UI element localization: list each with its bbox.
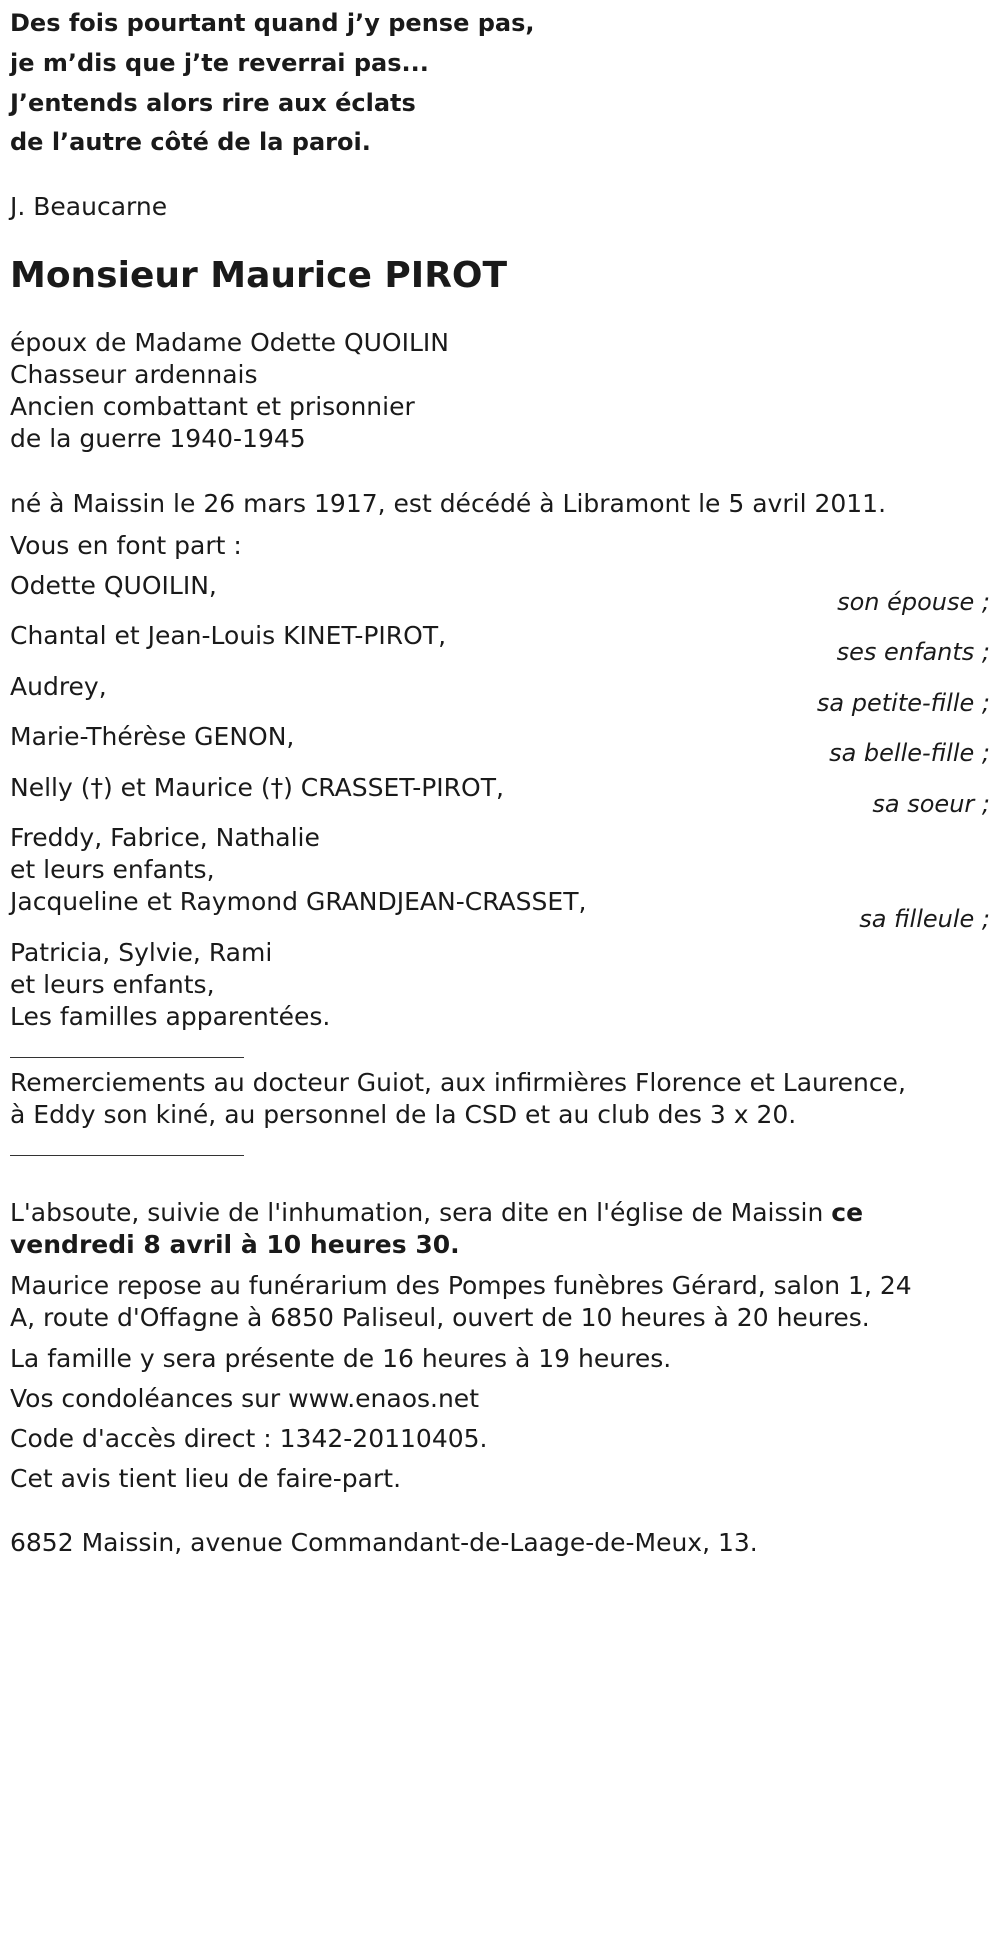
- family-member: Marie-Thérèse GENON,: [10, 722, 295, 751]
- poem-line-4: de l’autre côté de la paroi.: [10, 128, 371, 156]
- family-relation: ses enfants ;: [836, 638, 990, 666]
- family-relation: sa petite-fille ;: [816, 689, 990, 717]
- ceremony-date-start: ce: [831, 1198, 864, 1227]
- family-member: Odette QUOILIN,: [10, 571, 217, 600]
- visiting-hours: La famille y sera présente de 16 heures à 19 heures.: [10, 1344, 672, 1373]
- family-member: Patricia, Sylvie, Rami: [10, 938, 273, 967]
- funeral-home-line-1: Maurice repose au funérarium des Pompes funèbres Gérard, salon 1, 24: [10, 1271, 912, 1300]
- ceremony-date: vendredi 8 avril à 10 heures 30.: [10, 1230, 460, 1259]
- deceased-name: Monsieur Maurice PIROT: [10, 255, 508, 296]
- family-relation: sa filleule ;: [859, 905, 990, 933]
- announcement-intro: Vous en font part :: [10, 531, 242, 560]
- poem-line-3: J’entends alors rire aux éclats: [10, 89, 416, 117]
- poem-line-1: Des fois pourtant quand j’y pense pas,: [10, 9, 535, 37]
- family-member: Freddy, Fabrice, Nathalie: [10, 823, 320, 852]
- family-relation: sa belle-fille ;: [829, 739, 990, 767]
- family-member: et leurs enfants,: [10, 970, 215, 999]
- ceremony-line-1: [10, 1197, 863, 1229]
- family-relation: son épouse ;: [837, 588, 990, 616]
- family-member: Jacqueline et Raymond GRANDJEAN-CRASSET,: [10, 887, 587, 916]
- notice-statement: Cet avis tient lieu de faire-part.: [10, 1464, 402, 1493]
- veteran-line: Ancien combattant et prisonnier: [10, 392, 415, 421]
- thanks-line-2: à Eddy son kiné, au personnel de la CSD et au club des 3 x 20.: [10, 1100, 797, 1129]
- access-code: Code d'accès direct : 1342-20110405.: [10, 1424, 488, 1453]
- condolences-website: Vos condoléances sur www.enaos.net: [10, 1384, 479, 1413]
- ceremony-line-2: [10, 1229, 460, 1261]
- funeral-home-line-2: A, route d'Offagne à 6850 Paliseul, ouvert de 10 heures à 20 heures.: [10, 1303, 870, 1332]
- separator-rule: [10, 1155, 244, 1156]
- separator-rule: [10, 1057, 244, 1058]
- family-member: Nelly (†) et Maurice (†) CRASSET-PIROT,: [10, 773, 504, 802]
- family-member: Les familles apparentées.: [10, 1002, 331, 1031]
- family-address: 6852 Maissin, avenue Commandant-de-Laage-de-Meux, 13.: [10, 1528, 758, 1557]
- family-member: Chantal et Jean-Louis KINET-PIROT,: [10, 621, 447, 650]
- spouse-line: époux de Madame Odette QUOILIN: [10, 328, 449, 357]
- poem-line-2: je m’dis que j’te reverrai pas...: [10, 49, 429, 77]
- birth-death-line: né à Maissin le 26 mars 1917, est décédé à Libramont le 5 avril 2011.: [10, 489, 887, 518]
- occupation-line: Chasseur ardennais: [10, 360, 258, 389]
- war-line: de la guerre 1940-1945: [10, 424, 306, 453]
- family-member: et leurs enfants,: [10, 855, 215, 884]
- family-relation: sa soeur ;: [872, 790, 990, 818]
- ceremony-text: L'absoute, suivie de l'inhumation, sera dite en l'église de Maissin: [10, 1198, 832, 1227]
- poem-author: J. Beaucarne: [10, 192, 168, 221]
- family-member: Audrey,: [10, 672, 107, 701]
- thanks-line-1: Remerciements au docteur Guiot, aux infirmières Florence et Laurence,: [10, 1068, 906, 1097]
